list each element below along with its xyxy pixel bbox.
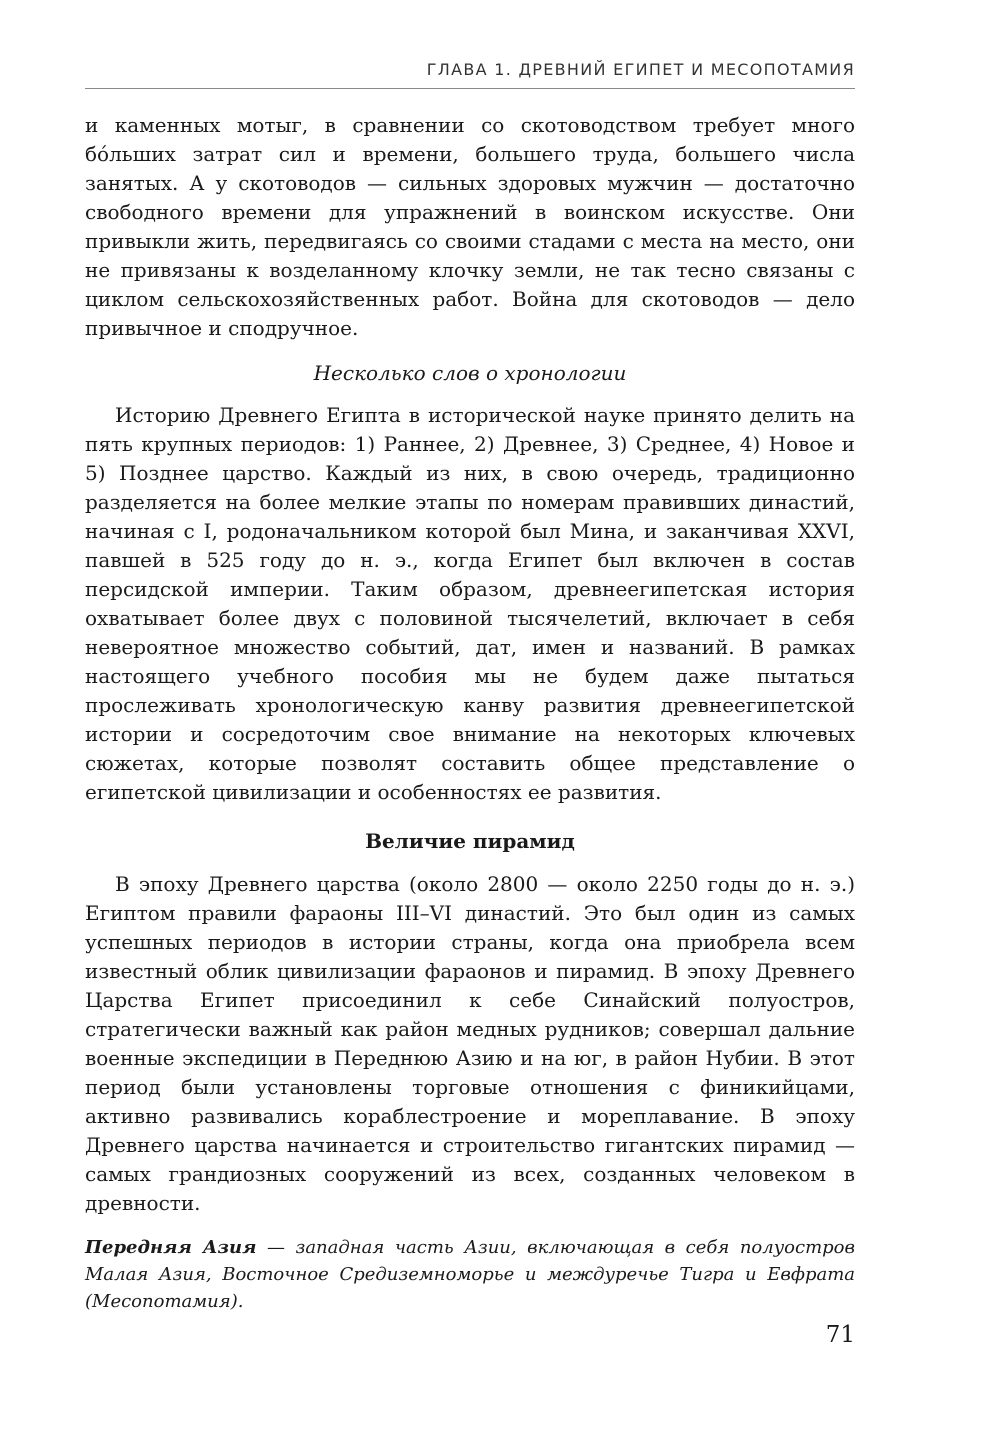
paragraph-pyramids: В эпоху Древнего царства (около 2800 — около 2250 годы до н. э.) Египтом правили фараоны III–VI династий. Это был один из самых успешных периодов в истории страны, когда она приобрела всем известный облик цивилизации фараонов и пирамид. В эпоху Древнего Царства Египет присоединил к себе Синайский полуостров, стратегически важный как район медных рудников; совершал дальние военные экспедиции в Переднюю Азию и на юг, в район Нубии. В этот период были установлены торговые отношения с финикийцами, активно развивались кораблестроение и мореплавание. В эпоху Древнего царства начинается и строительство гигантских пирамид — самых грандиозных сооружений из всех, созданных человеком в древности. [85,872,855,1215]
paragraph-chronology: Историю Древнего Египта в исторической науке принято делить на пять крупных периодов: 1) Раннее, 2) Древнее, 3) Среднее, 4) Новое и 5) Позднее царство. Каждый из них, в свою очередь, традиционно разделяется на более мелкие этапы по номерам правивших династий, начиная с I, родоначальником которой был Мина, и заканчивая XXVI, павшей в 525 году до н. э., когда Египет был включен в состав персидской империи. Таким образом, древнеегипетская история охватывает более двух с половиной тысячелетий, включает в себя невероятное множество событий, дат, имен и названий. В рамках настоящего учебного пособия мы не будем даже пытаться прослеживать хронологическую канву развития древнеегипетской истории и сосредоточим свое внимание на некоторых ключевых сюжетах, которые позволят составить общее представление о египетской цивилизации и особенностях ее развития. [85,403,855,804]
chronology-subtitle: Несколько слов о хронологии [313,361,627,385]
section-heading-pyramids: Величие пирамид [365,829,575,853]
running-header: ГЛАВА 1. ДРЕВНИЙ ЕГИПЕТ И МЕСОПОТАМИЯ [85,60,855,89]
glossary-term: Передняя Азия [85,1237,257,1258]
book-page [85,60,855,1315]
glossary-definition: — западная часть Азии, включающая в себя полуостров Малая Азия, Восточное Средиземноморье и междуречье Тигра и Евфрата (Месопотамия). [85,1237,855,1312]
page-number: 71 [825,1322,855,1348]
paragraph-continuation: и каменных мотыг, в сравнении со скотоводством требует много бóльших затрат сил и времени, большего труда, большего числа занятых. А у скотоводов — сильных здоровых мужчин — достаточно свободного времени для упражнений в воинском искусстве. Они привыкли жить, передвигаясь со своими стадами с места на место, они не привязаны к возделанному клочку земли, не так тесно связаны с циклом сельскохозяйственных работ. Война для скотоводов — дело привычное и сподручное. [85,113,855,340]
glossary-note [85,1234,855,1315]
